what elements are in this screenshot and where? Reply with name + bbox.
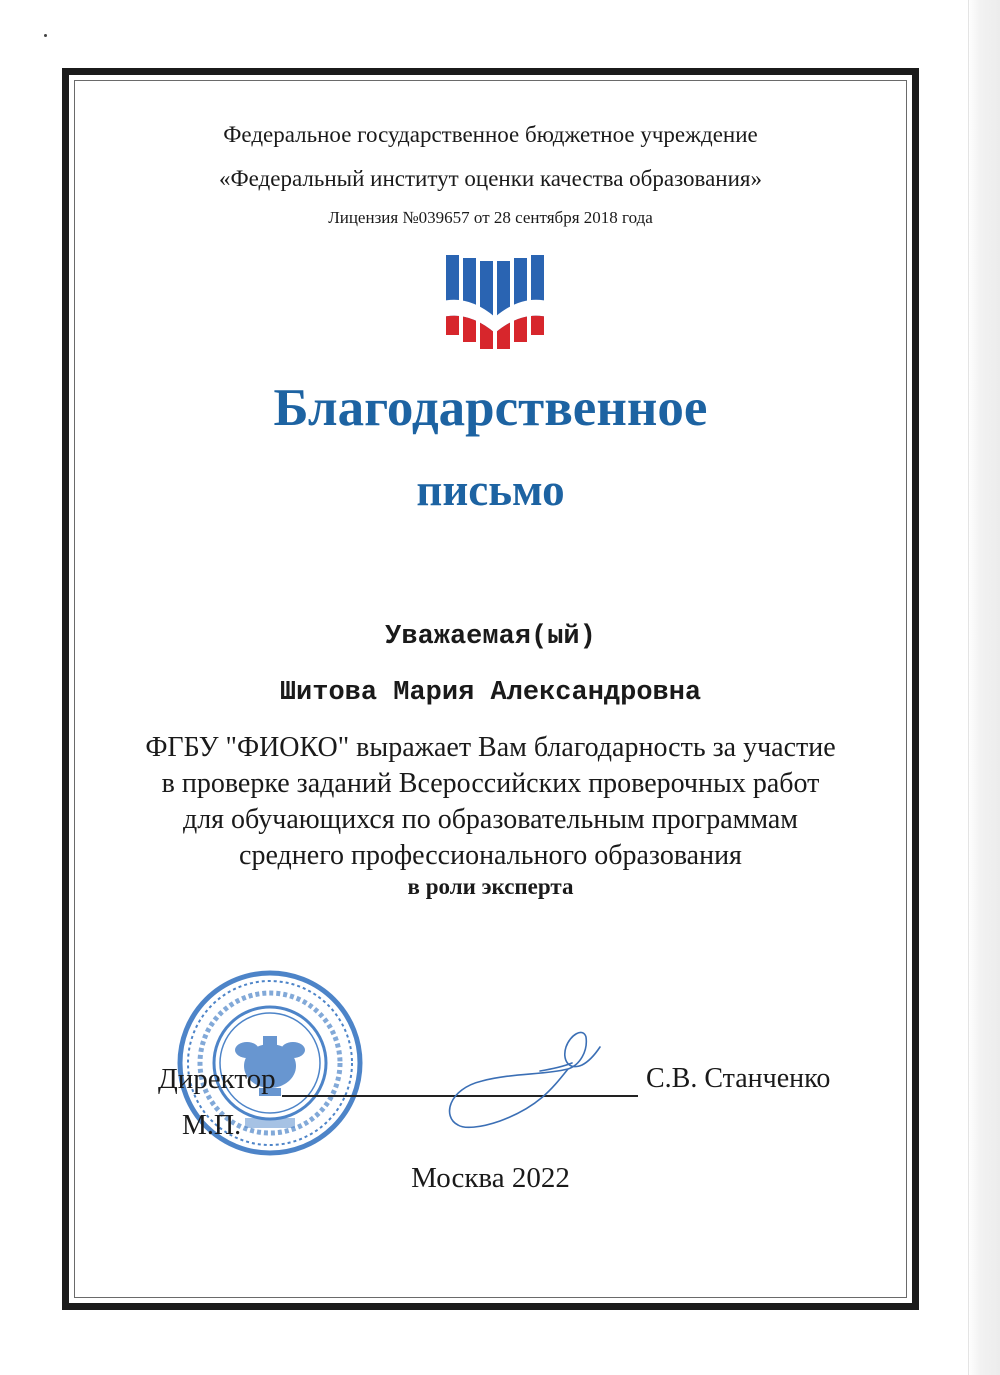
gratitude-line: ФГБУ "ФИОКО" выражает Вам благодарность за участие [145, 732, 836, 763]
scan-speck [44, 34, 47, 37]
stamp-place-label: М.П. [182, 1110, 242, 1141]
license-number: Лицензия №039657 от 28 сентября 2018 года [328, 208, 653, 227]
letter-subtitle: письмо [416, 465, 565, 515]
director-label: Директор [158, 1063, 276, 1095]
handwritten-signature-icon [440, 1025, 615, 1135]
scan-line [968, 0, 969, 1375]
institute-name: «Федеральный институт оценки качества образования» [218, 166, 763, 191]
signer-name: С.В. Станченко [646, 1063, 831, 1094]
expert-role: в роли эксперта [407, 874, 574, 899]
organization-name: Федеральное государственное бюджетное учреждение [223, 122, 758, 147]
gratitude-text [62, 730, 919, 874]
letter-title: Благодарственное [273, 379, 708, 437]
recipient-name: Шитова Мария Александровна [279, 678, 702, 708]
fioko-logo-icon [443, 255, 547, 351]
scan-edge [968, 0, 1000, 1375]
salutation: Уважаемая(ый) [385, 622, 596, 652]
gratitude-line: в проверке заданий Всероссийских проверочных работ [161, 768, 820, 799]
gratitude-line: для обучающихся по образовательным программам [182, 804, 799, 835]
city-year: Москва 2022 [411, 1162, 570, 1194]
gratitude-line: среднего профессионального образования [239, 840, 742, 871]
